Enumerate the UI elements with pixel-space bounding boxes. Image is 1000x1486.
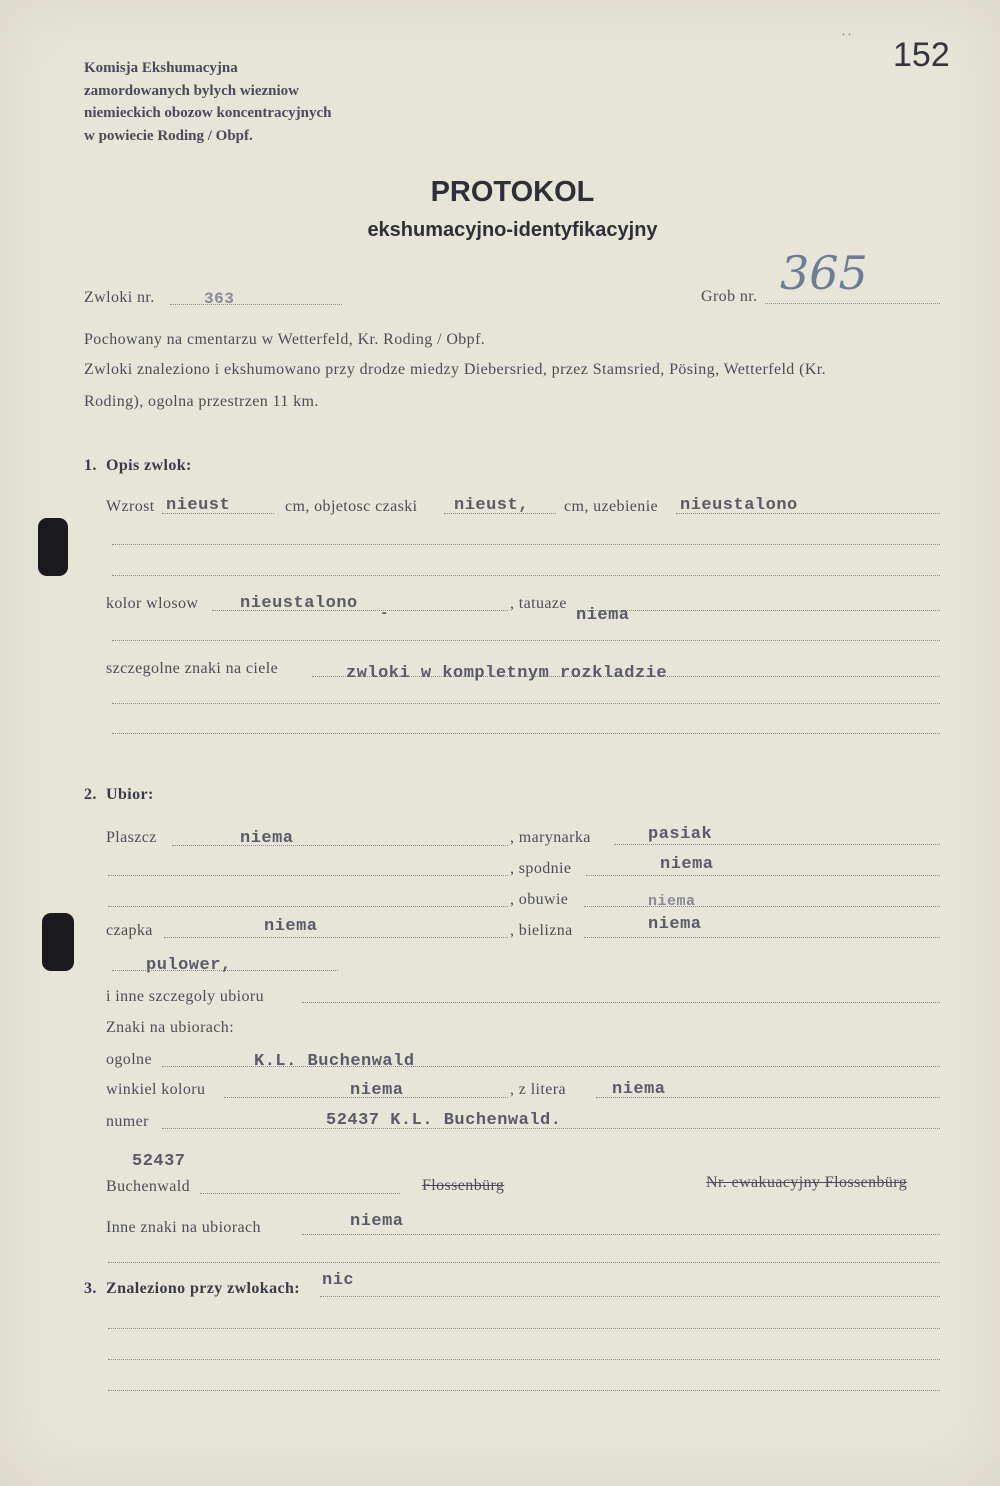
marynarka-label: , marynarka [510, 829, 591, 846]
flossenburg-label: Flossenbürg [422, 1177, 505, 1194]
litera-label: , z litera [510, 1081, 566, 1098]
marynarka-line [614, 844, 940, 845]
numer-label: numer [106, 1113, 149, 1130]
znaki-label: szczegolne znaki na ciele [106, 660, 279, 677]
header-line-3: niemieckich obozow koncentracyjnych [84, 105, 332, 121]
buchenwald-label: Buchenwald [106, 1178, 190, 1195]
czapka-label: czapka [106, 922, 153, 939]
blank-line [108, 1328, 940, 1329]
page-title: PROTOKOL [430, 176, 595, 208]
tatuaze-label: , tatuaze [510, 595, 567, 612]
wlosy-label: kolor wlosow [106, 595, 199, 612]
blank-line [112, 703, 940, 704]
page-subtitle: ekshumacyjno-identyfikacyjny [367, 219, 658, 241]
obuwie-label: , obuwie [510, 891, 569, 908]
section1-number: 1. [84, 457, 97, 474]
binder-hole-top [38, 518, 68, 576]
found-line-1: Zwloki znaleziono i ekshumowano przy drodze miedzy Diebersried, przez Stamsried, Pösing, Wetterfeld (Kr. [84, 361, 827, 378]
numer-above-value: 52437 [132, 1152, 186, 1171]
marynarka-value: pasiak [648, 825, 713, 844]
znaki-value: zwloki w kompletnym rozkladzie [346, 664, 668, 683]
winkiel-value: niema [350, 1081, 404, 1100]
header-line-1: Komisja Ekshumacyjna [84, 60, 238, 76]
section1-heading: Opis zwlok: [106, 457, 192, 474]
czaszka-value: nieust, [454, 496, 529, 515]
plaszcz-line [172, 845, 508, 846]
spodnie-label: , spodnie [510, 860, 572, 877]
blank-line [108, 1359, 940, 1360]
blank-line [108, 875, 508, 876]
obuwie-line [584, 906, 940, 907]
plaszcz-label: Plaszcz [106, 829, 157, 846]
blank-line [108, 906, 508, 907]
uzebienie-label: cm, uzebienie [564, 498, 659, 515]
litera-value: niema [612, 1080, 666, 1099]
page-number: 152 [893, 36, 950, 74]
blank-line [112, 970, 338, 971]
grob-line [765, 303, 940, 304]
czapka-value: niema [264, 917, 318, 936]
wzrost-value: nieust [166, 496, 231, 515]
czapka-line [164, 937, 508, 938]
blank-line [112, 544, 940, 545]
zwloki-line [170, 304, 342, 305]
ewak-label: Nr. ewakuacyjny Flossenbürg [706, 1174, 908, 1191]
tatuaze-value: niema [576, 606, 630, 625]
wzrost-label: Wzrost [106, 498, 155, 515]
found-line-2: Roding), ogolna przestrzen 11 km. [84, 393, 319, 410]
blank-line [200, 1193, 400, 1194]
inne-znaki-label: Inne znaki na ubiorach [106, 1219, 261, 1236]
section3-value: nic [322, 1271, 355, 1290]
section3-heading: Znaleziono przy zwlokach: [106, 1280, 300, 1297]
obuwie-value: niema [648, 893, 696, 910]
wlosy-extra: - [380, 606, 389, 622]
ogolne-value: K.L. Buchenwald [254, 1052, 415, 1071]
czaszka-label: cm, objetosc czaski [285, 498, 418, 515]
burial-line: Pochowany na cmentarzu w Wetterfeld, Kr. Roding / Obpf. [84, 331, 486, 348]
bielizna-label: , bielizna [510, 922, 573, 939]
spodnie-line [586, 875, 940, 876]
inne-znaki-value: niema [350, 1212, 404, 1231]
section2-heading: Ubior: [106, 786, 154, 803]
blank-line [108, 1390, 940, 1391]
tatuaze-line [580, 610, 940, 611]
grob-value-handwritten: 365 [780, 246, 868, 300]
blank-line [112, 640, 940, 641]
zwloki-label: Zwloki nr. [84, 289, 155, 306]
inne-label: i inne szczegoly ubioru [106, 988, 265, 1005]
wlosy-value: nieustalono [240, 594, 358, 613]
blank-line [112, 575, 940, 576]
pulower-value: pulower, [146, 956, 232, 975]
numer-value: 52437 K.L. Buchenwald. [326, 1111, 562, 1130]
header-line-2: zamordowanych bylych wiezniow [84, 83, 299, 99]
spodnie-value: niema [660, 855, 714, 874]
binder-hole-bottom [42, 913, 74, 971]
inne-line [302, 1002, 940, 1003]
blank-line [112, 733, 940, 734]
corner-dots: . . [842, 24, 851, 38]
bielizna-line [584, 937, 940, 938]
section2-number: 2. [84, 786, 97, 803]
blank-line [108, 1262, 940, 1263]
znaki-heading: Znaki na ubiorach: [106, 1019, 235, 1036]
ogolne-label: ogolne [106, 1051, 152, 1068]
zwloki-value: 363 [204, 290, 235, 308]
grob-label: Grob nr. [701, 288, 758, 305]
plaszcz-value: niema [240, 829, 294, 848]
section3-line [320, 1296, 940, 1297]
section3-number: 3. [84, 1280, 97, 1297]
header-line-4: w powiecie Roding / Obpf. [84, 128, 253, 144]
uzebienie-value: nieustalono [680, 496, 798, 515]
winkiel-label: winkiel koloru [106, 1081, 206, 1098]
bielizna-value: niema [648, 915, 702, 934]
inne-znaki-line [302, 1234, 940, 1235]
